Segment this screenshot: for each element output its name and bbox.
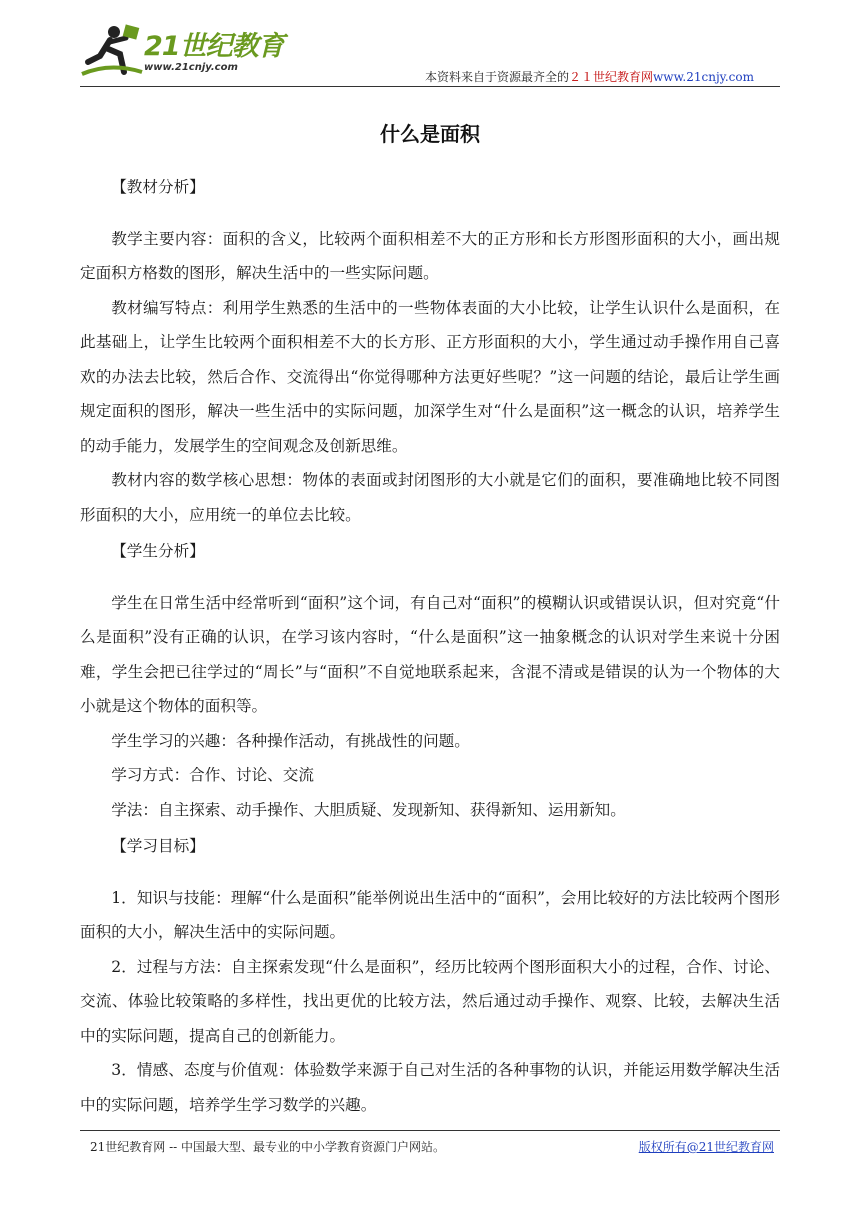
section-heading-learning-goals: 【学习目标】 [111, 837, 205, 855]
header-note [425, 68, 754, 85]
logo-text: 21世纪教育 [144, 31, 284, 62]
header-note-url[interactable]: www.21cnjy.com [653, 70, 754, 84]
page-header [80, 22, 778, 88]
paragraph: 学法：自主探索、动手操作、大胆质疑、发现新知、获得新知、运用新知。 [111, 800, 626, 819]
paragraph: 教材内容的数学核心思想：物体的表面或封闭图形的大小就是它们的面积，要准确地比较不同图形面积的大小，应用统一的单位去比较。 [80, 471, 780, 524]
section-heading-student-analysis: 【学生分析】 [111, 542, 205, 560]
paragraph: 学生在日常生活中经常听到“面积”这个词，有自己对“面积”的模糊认识或错误认识，但对究竟“什么是面积”没有正确的认识，在学习该内容时，“什么是面积”这一抽象概念的认识对学生来说十分困难，学生会把已往学过的“周长”与“面积”不自觉地联系起来，含混不清或是错误的认为一个物体的大小就是这个物体的面积等。 [80, 593, 780, 715]
paragraph: 学生学习的兴趣：各种操作活动，有挑战性的问题。 [111, 731, 470, 750]
header-note-prefix: 本资料来自于资源最齐全的 [425, 70, 570, 84]
site-logo[interactable] [80, 22, 310, 84]
header-divider [80, 86, 780, 87]
document-body [80, 170, 780, 1122]
header-note-site[interactable]: ２１世纪教育网 [569, 70, 654, 84]
page-title: 什么是面积 [380, 122, 480, 146]
section-heading-textbook-analysis: 【教材分析】 [111, 178, 205, 196]
footer-text: 21世纪教育网 -- 中国最大型、最专业的中小学教育资源门户网站。 [90, 1140, 446, 1154]
logo-url: www.21cnjy.com [144, 62, 238, 73]
footer-divider [80, 1130, 780, 1131]
paragraph: 学习方式：合作、讨论、交流 [111, 766, 314, 784]
paragraph: 教材编写特点：利用学生熟悉的生活中的一些物体表面的大小比较，让学生认识什么是面积，在此基础上，让学生比较两个面积相差不大的长方形、正方形面积的大小，学生通过动手操作用自己喜欢的办法去比较，然后合作、交流得出“你觉得哪种方法更好些呢？”这一问题的结论，最后让学生画规定面积的图形，解决一些生活中的实际问题，加深学生对“什么是面积”这一概念的认识，培养学生的动手能力，发展学生的空间观念及创新思维。 [80, 298, 780, 455]
copyright-link[interactable]: 版权所有@21世纪教育网 [638, 1140, 774, 1154]
runner-logo-icon [80, 22, 144, 82]
paragraph: 1．知识与技能：理解“什么是面积”能举例说出生活中的“面积”，会用比较好的方法比较两个图形面积的大小，解决生活中的实际问题。 [80, 888, 780, 941]
paragraph: 3．情感、态度与价值观：体验数学来源于自己对生活的各种事物的认识，并能运用数学解决生活中的实际问题，培养学生学习数学的兴趣。 [80, 1061, 780, 1114]
paragraph: 教学主要内容：面积的含义，比较两个面积相差不大的正方形和长方形图形面积的大小，画出规定面积方格数的图形，解决生活中的一些实际问题。 [80, 229, 780, 282]
paragraph: 2．过程与方法：自主探索发现“什么是面积”，经历比较两个图形面积大小的过程，合作、讨论、交流、体验比较策略的多样性，找出更优的比较方法，然后通过动手操作、观察、比较，去解决生活中的实际问题，提高自己的创新能力。 [80, 957, 780, 1045]
